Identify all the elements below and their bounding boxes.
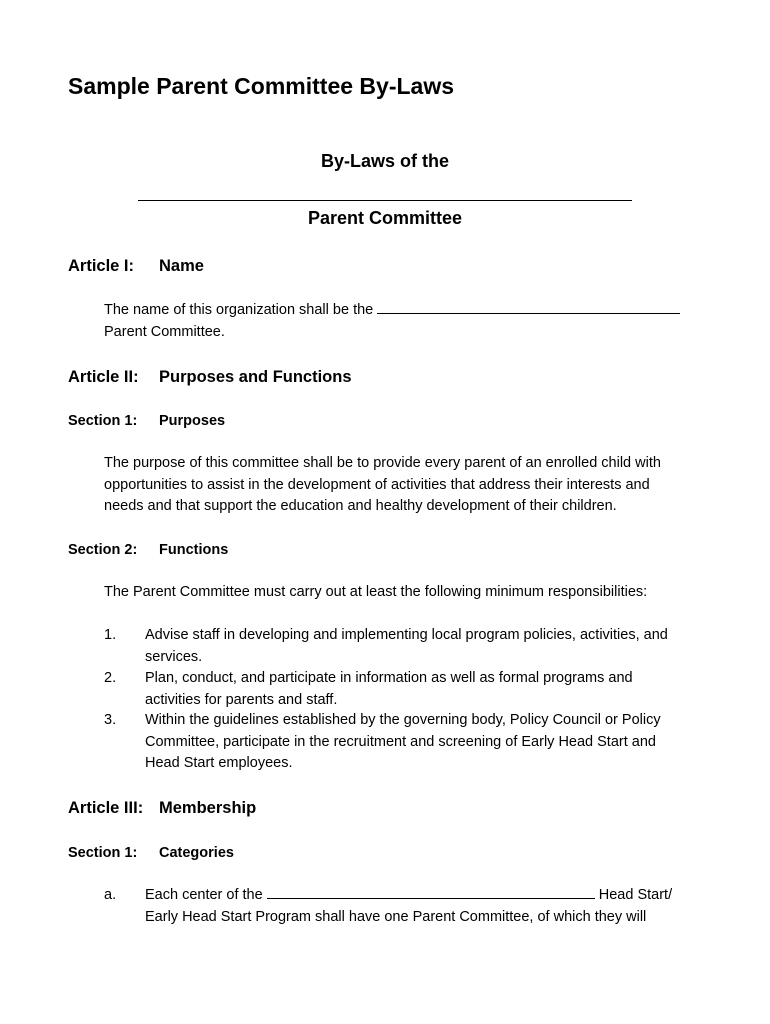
- list-line: Within the guidelines established by the governing body, Policy Council or Policy: [145, 712, 661, 728]
- list-marker: a.: [104, 887, 117, 903]
- organization-name-blank: [138, 200, 632, 201]
- document-title: Sample Parent Committee By-Laws: [68, 73, 455, 99]
- list-item-text: [145, 885, 672, 928]
- article-2-heading: [68, 366, 352, 388]
- paragraph-line: The Parent Committee must carry out at least the following minimum responsibilities:: [104, 584, 648, 600]
- list-line: Head Start employees.: [145, 755, 293, 771]
- article-1-heading: [68, 255, 204, 277]
- list-line: Plan, conduct, and participate in information as well as formal programs and: [145, 670, 633, 686]
- section-title: Functions: [159, 542, 229, 558]
- section-title: Purposes: [159, 413, 226, 429]
- section-number: Section 1:: [68, 845, 138, 861]
- bylaws-heading: By-Laws of the: [320, 151, 449, 171]
- section-number: Section 2:: [68, 542, 138, 558]
- functions-intro: [104, 582, 704, 604]
- paragraph-text: The name of this organization shall be the: [104, 302, 374, 318]
- article-3-heading: [68, 797, 256, 819]
- list-marker: 3.: [104, 712, 117, 728]
- paragraph-line: [104, 300, 704, 322]
- list-line: Committee, participate in the recruitment and screening of Early Head Start and: [145, 733, 656, 750]
- list-item-text: [145, 668, 633, 711]
- article-1-paragraph: [104, 300, 704, 343]
- list-item-text: [145, 710, 661, 775]
- article-number: Article III:: [68, 799, 144, 817]
- list-line: Advise staff in developing and implementing local program policies, activities, and: [145, 627, 668, 643]
- article-2-section-2-heading: [68, 540, 228, 560]
- list-line: services.: [145, 648, 203, 665]
- section-number: Section 1:: [68, 413, 138, 429]
- article-title: Name: [159, 257, 204, 275]
- parent-committee-heading: Parent Committee: [307, 208, 463, 228]
- article-number: Article II:: [68, 368, 139, 386]
- paragraph-line: Parent Committee.: [104, 323, 225, 340]
- article-number: Article I:: [68, 257, 135, 275]
- list-text: Each center of the: [145, 887, 263, 903]
- list-line: activities for parents and staff.: [145, 691, 338, 708]
- list-line: Early Head Start Program shall have one Parent Committee, of which they will: [145, 908, 647, 925]
- article-3-section-1-heading: [68, 843, 234, 863]
- article-2-section-1-heading: [68, 411, 225, 431]
- list-marker: 2.: [104, 670, 117, 686]
- list-item-text: [145, 625, 668, 668]
- article-title: Purposes and Functions: [159, 368, 352, 386]
- paragraph-line: The purpose of this committee shall be to provide every parent of an enrolled child with: [104, 455, 661, 471]
- list-marker: 1.: [104, 627, 117, 643]
- section-title: Categories: [159, 845, 234, 861]
- paragraph-line: opportunities to assist in the development of activities that address their interests and: [104, 476, 650, 493]
- program-name-blank: [267, 886, 595, 899]
- purposes-paragraph: [104, 453, 704, 518]
- list-text: Head Start/: [598, 887, 673, 903]
- article-title: Membership: [159, 799, 257, 817]
- paragraph-line: needs and that support the education and healthy development of their children.: [104, 498, 617, 514]
- name-blank: [377, 301, 680, 314]
- list-line: [145, 885, 672, 907]
